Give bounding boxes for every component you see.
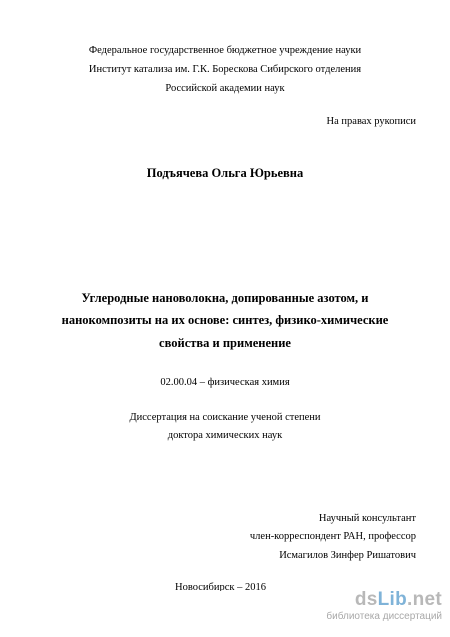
specialty-code: 02.00.04 – физическая химия [160, 377, 290, 388]
dslib-watermark [324, 589, 442, 629]
dslib-logo [324, 589, 442, 611]
rights-note: На правах рукописи [326, 116, 416, 127]
logo-part-net: .net [407, 589, 442, 610]
advisor-role: Научный консультант [318, 513, 416, 524]
watermark-tagline: библиотека диссертаций [326, 611, 442, 622]
degree-line-2: доктора химических наук [167, 430, 283, 441]
dissertation-title-line-1: Углеродные нановолокна, допированные азотом, и [81, 291, 369, 305]
institution-line-3: Российской академии наук [165, 83, 285, 94]
institution-line-2: Институт катализа им. Г.К. Борескова Сибирского отделения [88, 64, 362, 75]
logo-part-ds: ds [354, 589, 378, 610]
logo-part-lib: Lib [377, 589, 408, 610]
advisor-title: член-корреспондент РАН, профессор [249, 531, 416, 542]
city-year: Новосибирск – 2016 [175, 582, 266, 591]
advisor-name: Исмагилов Зинфер Ришатович [279, 550, 416, 561]
dissertation-title-line-3: свойства и применение [159, 336, 291, 350]
author-name: Подъячева Ольга Юрьевна [146, 166, 304, 180]
dissertation-title-line-2: нанокомпозиты на их основе: синтез, физико-химические [61, 313, 389, 327]
degree-line-1: Диссертация на соискание ученой степени [129, 412, 321, 423]
institution-line-1: Федеральное государственное бюджетное учреждение науки [88, 45, 362, 56]
